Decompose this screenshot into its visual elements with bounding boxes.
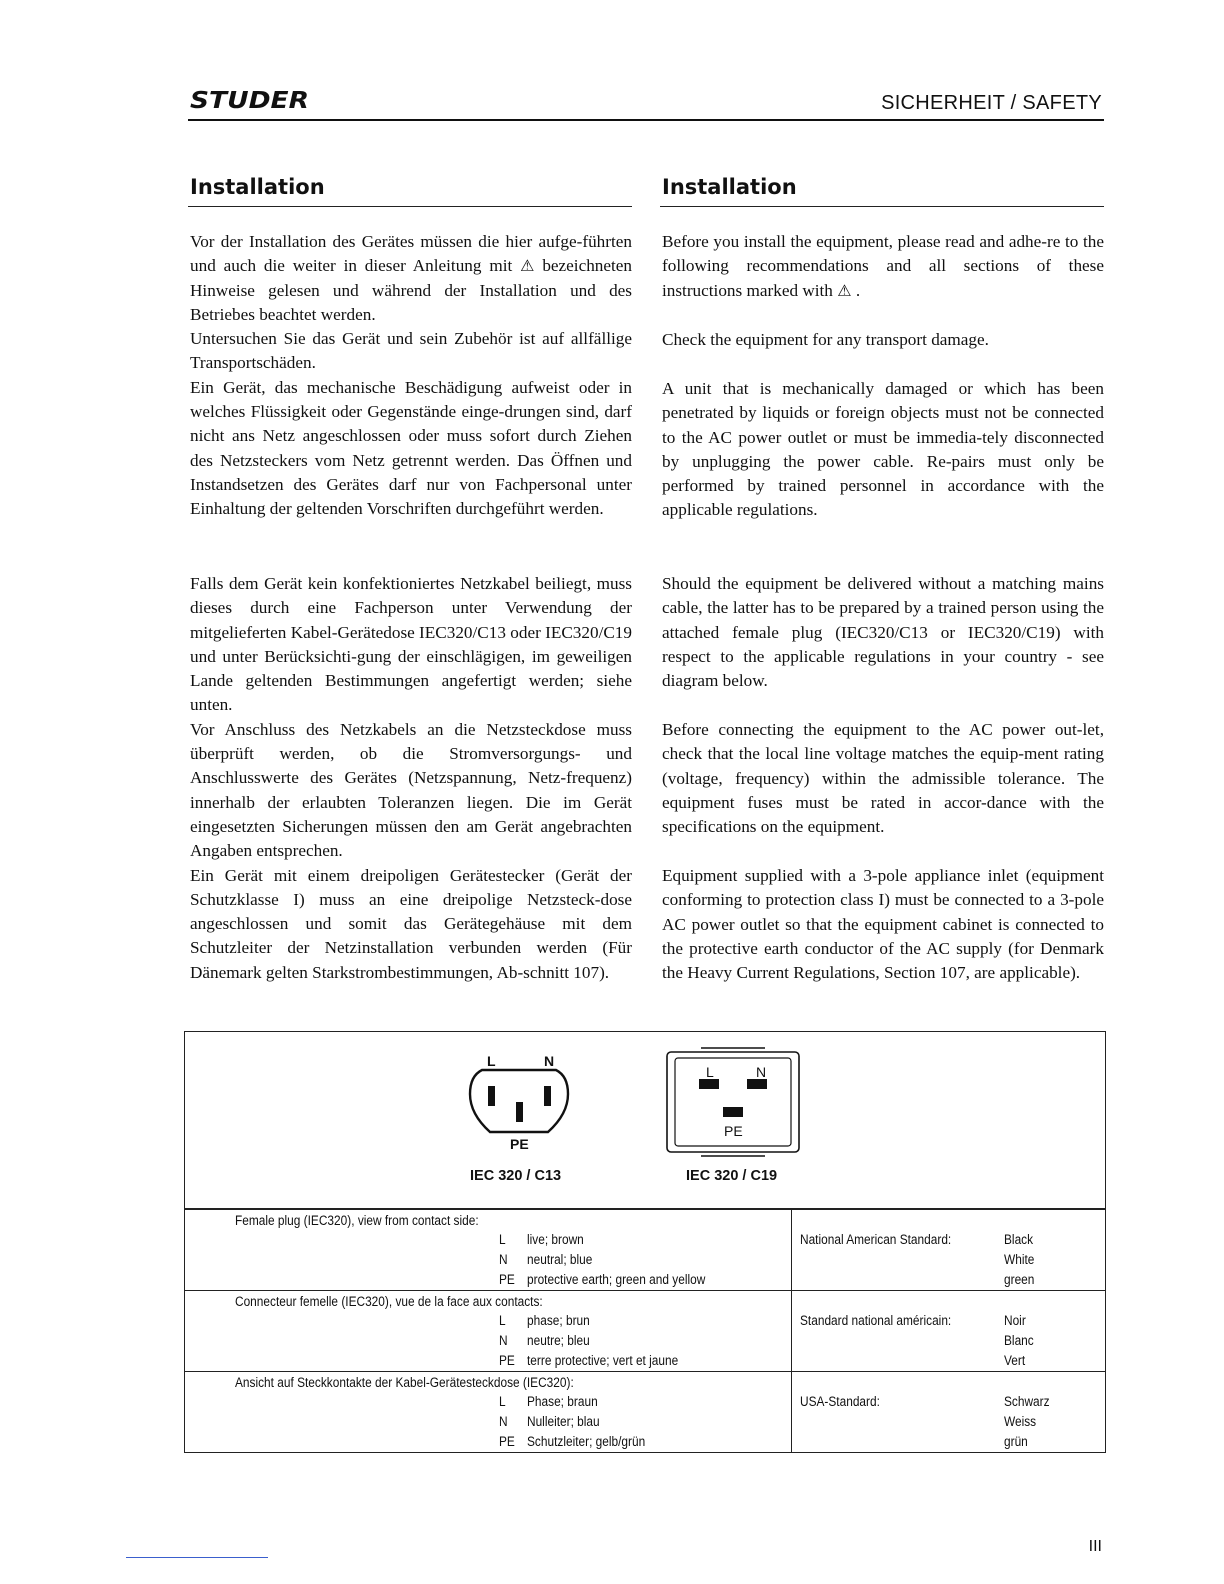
standard-label: National American Standard:	[800, 1232, 952, 1247]
c19-n-label: N	[756, 1064, 767, 1080]
table-cell-standard	[792, 1291, 1106, 1372]
code-l: L	[499, 1394, 506, 1409]
english-paragraph-6: Equipment supplied with a 3-pole appliance inlet (equipment conforming to protection class I) must be connected to a 3-pole AC power outlet so that the equipment cabinet is connected to the protective earth conductor of the AC supply (for Denmark the Heavy Current Regulations, Section 107, are applicable).	[662, 866, 1104, 983]
desc-l: phase; brun	[527, 1313, 590, 1328]
desc-n: Nulleiter; blau	[527, 1414, 600, 1429]
warning-icon: ⚠	[520, 256, 535, 276]
german-paragraph-2: Untersuchen Sie das Gerät und sein Zubehör ist auf allfällige Transportschäden.	[190, 329, 632, 373]
german-p1-start: Vor der Installation des Gerätes müssen die hier aufge-führten und auch die weiter in dieser Anleitung mit	[190, 232, 632, 276]
german-heading: Installation	[190, 175, 325, 199]
desc-pe: Schutzleiter; gelb/grün	[527, 1434, 646, 1449]
table-row-english	[185, 1210, 1106, 1291]
header-rule	[188, 119, 1104, 121]
color-n: Blanc	[1004, 1333, 1034, 1348]
c19-plug-icon	[665, 1046, 801, 1158]
studer-logo: STUDER	[190, 88, 309, 114]
desc-pe: protective earth; green and yellow	[527, 1272, 706, 1287]
color-l: Schwarz	[1004, 1394, 1050, 1409]
code-l: L	[499, 1313, 506, 1328]
english-paragraph-4: Should the equipment be delivered without a matching mains cable, the latter has to be prepared by a trained person using the attached female plug (IEC320/C13 or IEC320/C19) with respect to the applicable regulations in your country - see diagram below.	[662, 574, 1104, 691]
code-pe: PE	[499, 1272, 515, 1287]
german-paragraph-5: Vor Anschluss des Netzkabels an die Netzsteckdose muss überprüft werden, ob die Stromversorgungs- und Anschlusswerte des Gerätes (Netzspannung, Netz-frequenz) innerhalb der erlaubten Toleranzen liegen. Die im Gerät eingesetzten Sicherungen müssen den am Gerät angebrachten Angaben entsprechen.	[190, 719, 632, 861]
section-title: SICHERHEIT / SAFETY	[881, 92, 1102, 114]
color-pe: grün	[1004, 1434, 1028, 1449]
plug-diagram-box	[184, 1031, 1106, 1209]
c19-caption: IEC 320 / C19	[686, 1168, 778, 1184]
code-pe: PE	[499, 1353, 515, 1368]
english-heading: Installation	[662, 175, 797, 199]
color-pe: green	[1004, 1272, 1035, 1287]
color-n: Weiss	[1004, 1414, 1037, 1429]
page-number: III	[1088, 1538, 1102, 1555]
table-row-german	[185, 1372, 1106, 1453]
code-n: N	[499, 1252, 508, 1267]
english-paragraph-5: Before connecting the equipment to the AC power out-let, check that the local line voltage matches the equip-ment rating (voltage, frequency) within the admissible tolerance. The equipment fuses must be rated in accor-dance with the specifications on the equipment.	[662, 720, 1104, 837]
c13-pe-label: PE	[510, 1136, 529, 1152]
table-cell-codes	[185, 1372, 792, 1453]
english-heading-rule	[660, 206, 1104, 207]
german-heading-rule	[188, 206, 632, 207]
table-cell-standard	[792, 1210, 1106, 1291]
table-cell-codes	[185, 1210, 792, 1291]
c19-l-label: L	[706, 1064, 714, 1080]
table-cell-codes	[185, 1291, 792, 1372]
code-n: N	[499, 1414, 508, 1429]
color-pe: Vert	[1004, 1353, 1026, 1368]
row-title: Ansicht auf Steckkontakte der Kabel-Gerätesteckdose (IEC320):	[235, 1375, 574, 1390]
standard-label: USA-Standard:	[800, 1394, 880, 1409]
desc-n: neutre; bleu	[527, 1333, 590, 1348]
german-p1-end: bezeichneten Hinweise gelesen und während der Installation und des Betriebes beachtet werden.	[190, 256, 633, 324]
table-row-french	[185, 1291, 1106, 1372]
footnote-rule	[126, 1557, 268, 1558]
c13-plug-icon	[466, 1068, 572, 1136]
table-cell-standard	[792, 1372, 1106, 1453]
c13-caption: IEC 320 / C13	[470, 1168, 562, 1184]
row-title: Female plug (IEC320), view from contact side:	[235, 1213, 479, 1228]
color-l: Noir	[1004, 1313, 1026, 1328]
english-p1-end: .	[855, 280, 861, 300]
desc-l: live; brown	[527, 1232, 584, 1247]
german-text	[190, 230, 632, 522]
english-p1-start: Before you install the equipment, please read and adhe-re to the following recommendations and all sections of these instructions marked with	[662, 232, 1104, 300]
color-code-table	[184, 1209, 1106, 1453]
code-l: L	[499, 1232, 506, 1247]
color-n: White	[1004, 1252, 1035, 1267]
row-title: Connecteur femelle (IEC320), vue de la face aux contacts:	[235, 1294, 543, 1309]
c13-n-label: N	[544, 1053, 555, 1069]
german-text-2	[190, 572, 632, 985]
c13-l-label: L	[487, 1053, 496, 1069]
german-paragraph-3: Ein Gerät, das mechanische Beschädigung aufweist oder in welches Flüssigkeit oder Gegenstände einge-drungen sind, darf nicht ans Netz angeschlossen oder muss sofort durch Ziehen des Netzsteckers vom Netz getrennt werden. Das Öffnen und Instandsetzen des Gerätes darf nur von Fachpersonal unter Einhaltung der geltenden Vorschriften durchgeführt werden.	[190, 377, 632, 519]
desc-l: Phase; braun	[527, 1394, 598, 1409]
english-paragraph-1	[662, 230, 1104, 303]
english-p1	[662, 230, 1104, 303]
desc-n: neutral; blue	[527, 1252, 593, 1267]
standard-label: Standard national américain:	[800, 1313, 952, 1328]
german-paragraph-1	[190, 230, 632, 327]
code-pe: PE	[499, 1434, 515, 1449]
german-paragraph-6: Ein Gerät mit einem dreipoligen Gerätestecker (Gerät der Schutzklasse I) muss an eine dreipolige Netzsteck-dose angeschlossen und somit das Gerätegehäuse mit dem Schutzleiter der Netzinstallation verbunden werden (Für Dänemark gelten Starkstrombestimmungen, Ab-schnitt 107).	[190, 865, 632, 982]
english-paragraph-3: A unit that is mechanically damaged or which has been penetrated by liquids or foreign objects must not be connected to the AC power outlet or must be immedia-tely disconnected by unplugging the power cable. Re-pairs must only be performed by trained personnel in accordance with the applicable regulations.	[662, 379, 1104, 520]
code-n: N	[499, 1333, 508, 1348]
desc-pe: terre protective; vert et jaune	[527, 1353, 679, 1368]
german-paragraph-4: Falls dem Gerät kein konfektioniertes Netzkabel beiliegt, muss dieses durch eine Fachperson unter Verwendung der mitgelieferten Kabel-Gerätedose IEC320/C13 oder IEC320/C19 und unter Berücksichti-gung der einschlägigen, im geweiligen Lande geltenden Bestimmungen angefertigt werden; siehe unten.	[190, 574, 632, 715]
c19-pe-label: PE	[724, 1123, 743, 1139]
color-l: Black	[1004, 1232, 1034, 1247]
english-paragraph-2: Check the equipment for any transport damage.	[662, 330, 989, 349]
warning-icon: ⚠	[837, 280, 852, 300]
